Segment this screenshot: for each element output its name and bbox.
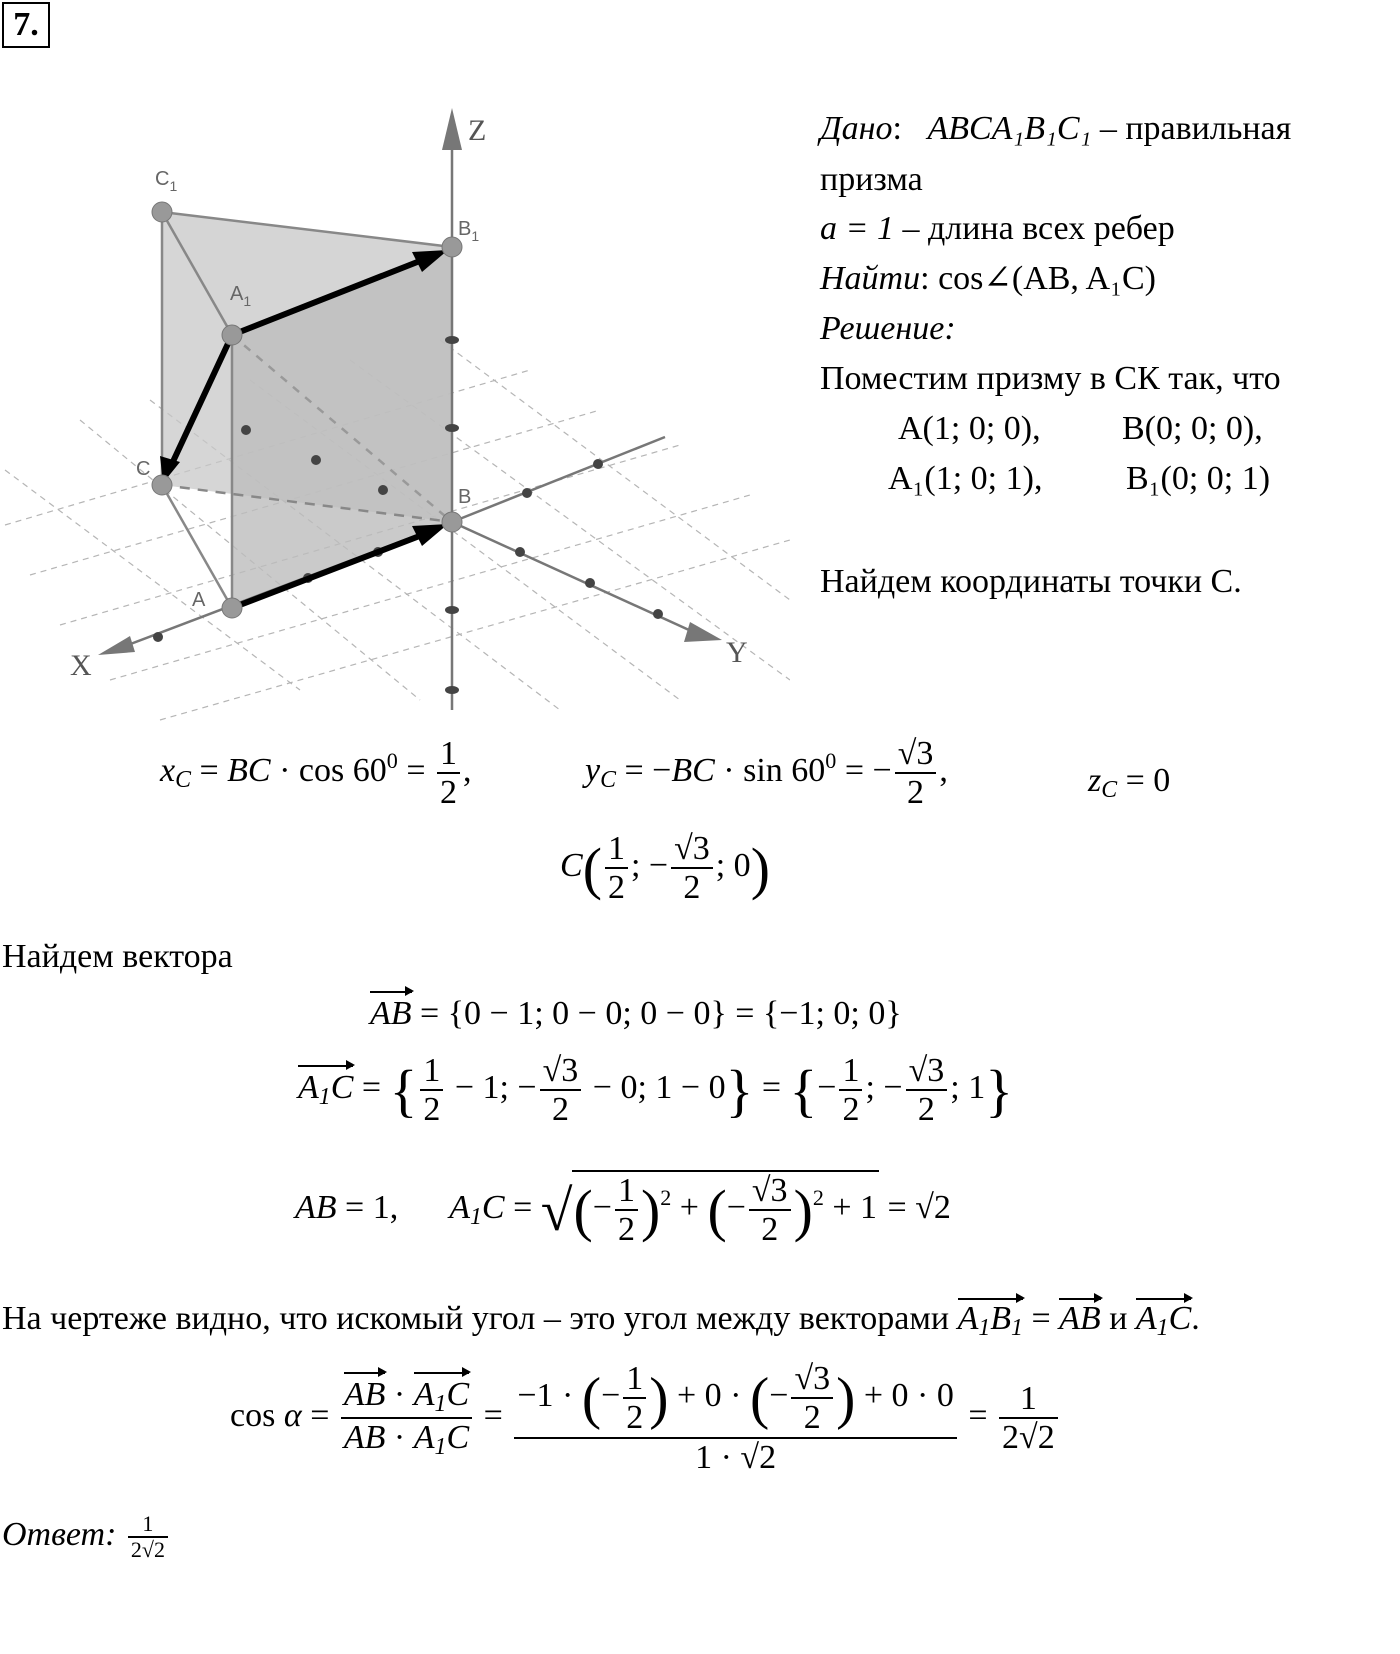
label-B1: $B_1$ (458, 218, 480, 244)
label-C: C (136, 458, 151, 480)
formula-yc: $y_C = -BC \cdot \sin 60^0$ = − $\frac{√3}{2}$ , (585, 735, 948, 812)
find-C-text: Найдем координаты точки C. (820, 563, 1242, 600)
label-C1: $C_1$ (155, 168, 178, 194)
coord-B: B(0; 0; 0), (1122, 410, 1263, 447)
placement-text: Поместим призму в СК так, что (820, 360, 1281, 397)
given-line-1: Дано: ABCA₁B₁C₁ – правильная (820, 110, 1292, 147)
angle-text: На чертеже видно, что искомый угол – это угол между векторами $A_1B_1$ = AB и $A_1C$. (2, 1300, 1200, 1341)
solution-label: Решение: (820, 310, 956, 347)
coord-A1: A₁(1; 0; 1), (888, 460, 1043, 497)
coord-B1: B₁(0; 0; 1) (1126, 460, 1271, 497)
given-line-2: призма (820, 161, 923, 198)
find-line: Найти: cos∠(AB, A₁C) (820, 260, 1156, 297)
vectors-label: Найдем вектора (2, 938, 233, 975)
formula-cos: cos α = $\frac{AB \cdot A_1C}{AB \cdot A_1C}$ = −1 · (− $\frac{1}{2}$ ) + 0 · (− $\frac{√3}{2}$ ) + 0 · 0 1 · √2 = $\frac{1}{2√2}$ (230, 1360, 1061, 1476)
label-B: B (458, 486, 472, 508)
label-A: A (192, 589, 206, 611)
problem-number: 7. (2, 2, 50, 48)
formula-xc: $x_C$ = BC · $\cos 60^0$ = $\frac{1}{2}$ , (160, 735, 472, 812)
axis-label-x: X (70, 649, 92, 682)
coord-A: A(1; 0; 0), (898, 410, 1041, 447)
answer: Ответ: $\frac{1}{2√2}$ (2, 1512, 171, 1562)
prism-figure (0, 95, 790, 735)
vector-AB: AB = {0 − 1; 0 − 0; 0 − 0} = {−1; 0; 0} (370, 995, 902, 1032)
formula-zc: $z_C = 0$ (1088, 762, 1171, 803)
axis-label-z: Z (468, 114, 487, 147)
lengths: AB = 1, $A_1C$ = √(− $\frac{1}{2}$ )$^2$ + (− $\frac{√3}{2}$ )$^2$ + 1 = √2 (295, 1172, 951, 1249)
label-A1: $A_1$ (230, 283, 252, 309)
axis-label-y: Y (726, 636, 748, 669)
given-edge: a = 1 – длина всех ребер (820, 210, 1175, 247)
formula-C: C( $\frac{1}{2}$ ; − $\frac{√3}{2}$ ; 0) (560, 830, 770, 907)
vector-A1C: $A_1C$ = { $\frac{1}{2}$ − 1; − $\frac{√3}{2}$ − 0; 1 − 0} = {− $\frac{1}{2}$ ; − $\frac{√3}{2}$ ; 1} (298, 1052, 1013, 1129)
